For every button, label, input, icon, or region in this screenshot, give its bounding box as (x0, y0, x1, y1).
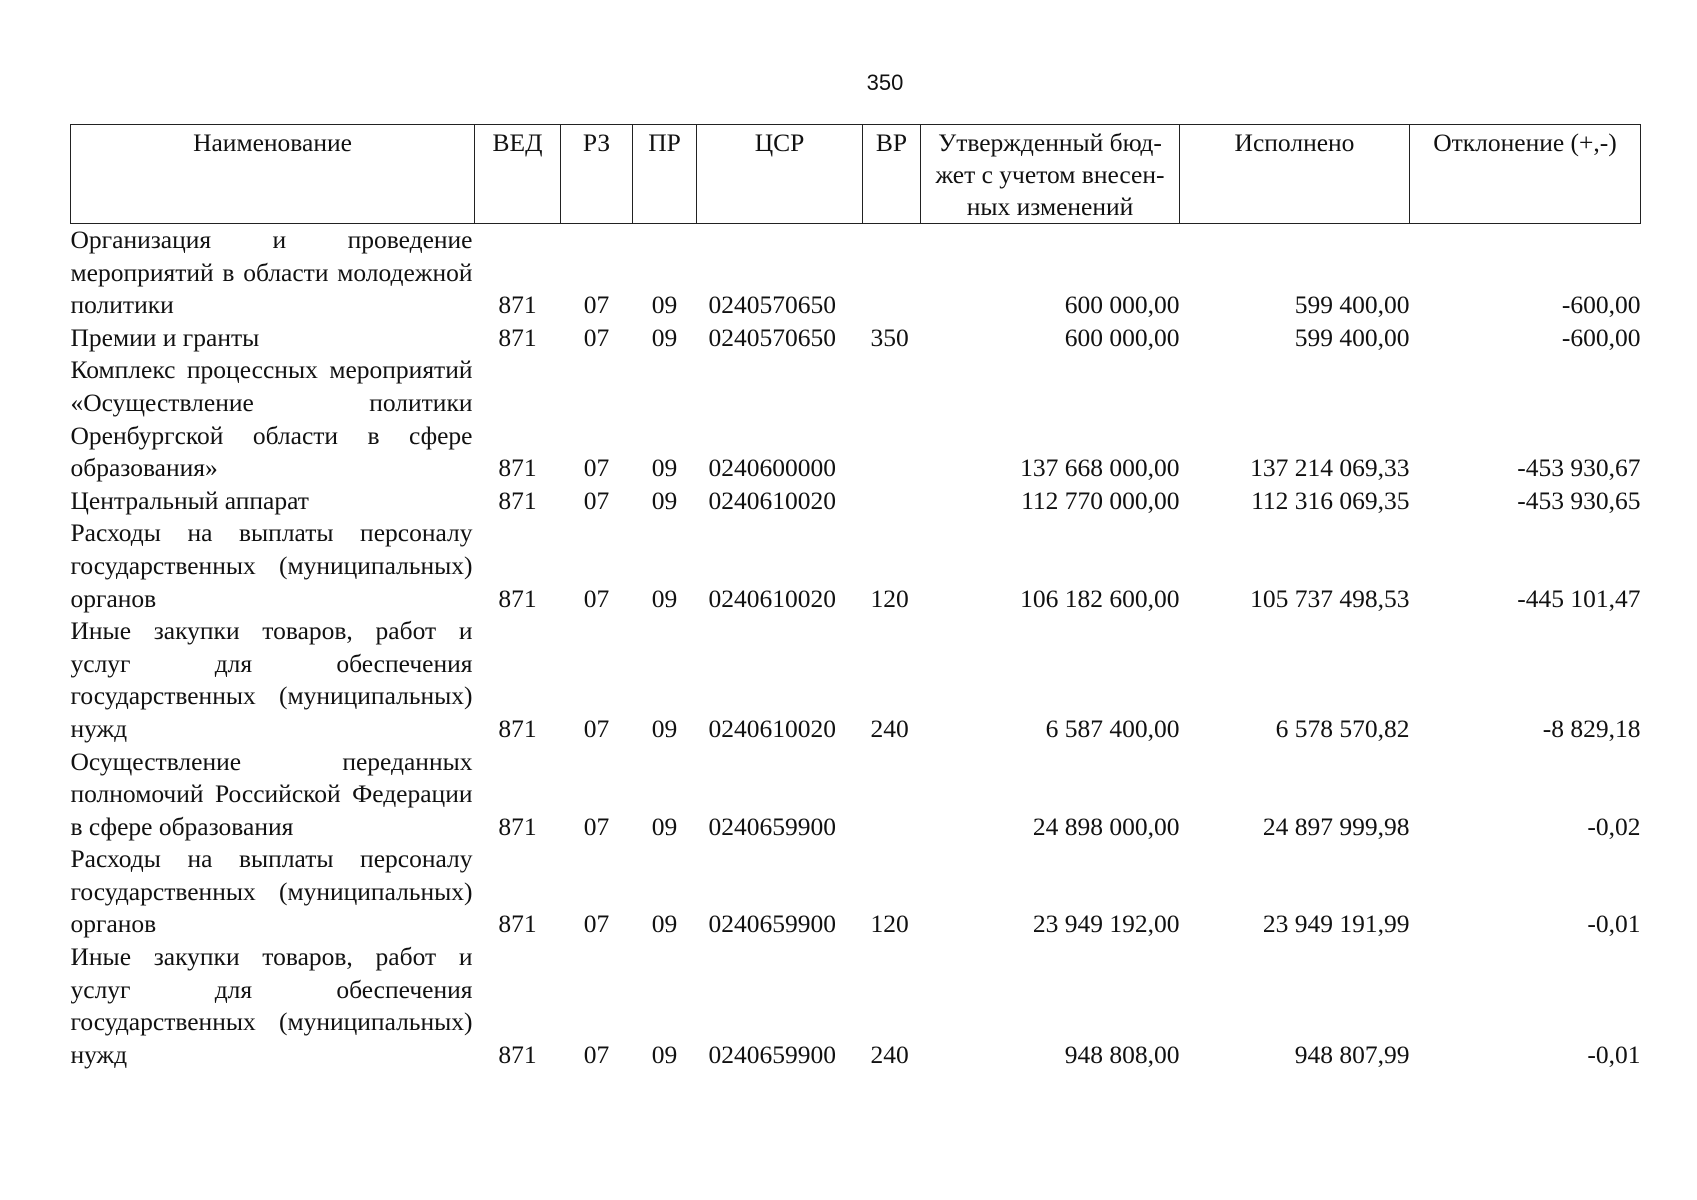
cell-rz: 07 (583, 583, 610, 613)
cell-vr (863, 354, 921, 484)
cell-executed: 24 897 999,98 (1262, 811, 1410, 841)
cell-rz: 07 (583, 322, 610, 352)
cell-deviation: -453 930,67 (1517, 453, 1641, 483)
cell-ved: 871 (498, 290, 537, 320)
header-deviation: Отклонение (+,-) (1410, 125, 1641, 224)
table-row (71, 941, 1641, 1071)
cell-vr: 240 (870, 1039, 909, 1069)
cell-csr: 0240610020 (708, 713, 836, 743)
cell-csr: 0240659900 (708, 1039, 836, 1069)
cell-rz: 07 (583, 811, 610, 841)
header-ved: ВЕД (475, 125, 561, 224)
header-vr: ВР (863, 125, 921, 224)
cell-vr: 120 (870, 583, 909, 613)
cell-name: Осуществление переданных полномочий Российской Федерации в сфере образования (70, 746, 473, 841)
cell-deviation: -600,00 (1561, 322, 1641, 352)
cell-csr: 0240659900 (708, 811, 836, 841)
cell-ved: 871 (498, 909, 537, 939)
header-name: Наименование (71, 125, 475, 224)
page-number: 350 (866, 70, 904, 95)
budget-execution-table (70, 124, 1641, 1071)
cell-approved: 106 182 600,00 (1020, 583, 1180, 613)
cell-vr (863, 224, 921, 322)
cell-pr: 09 (651, 713, 678, 743)
cell-csr: 0240570650 (708, 290, 836, 320)
cell-ved: 871 (498, 453, 537, 483)
cell-vr (863, 485, 921, 518)
cell-ved: 871 (498, 811, 537, 841)
cell-rz: 07 (583, 909, 610, 939)
cell-approved: 600 000,00 (1064, 290, 1180, 320)
cell-csr: 0240610020 (708, 583, 836, 613)
header-csr: ЦСР (697, 125, 863, 224)
cell-ved: 871 (498, 583, 537, 613)
cell-executed: 112 316 069,35 (1251, 485, 1410, 515)
cell-pr: 09 (651, 290, 678, 320)
cell-rz: 07 (583, 485, 610, 515)
cell-executed: 105 737 498,53 (1250, 583, 1410, 613)
cell-rz: 07 (583, 453, 610, 483)
cell-approved: 600 000,00 (1064, 322, 1180, 352)
table-row (71, 354, 1641, 484)
cell-ved: 871 (498, 485, 537, 515)
cell-pr: 09 (651, 1039, 678, 1069)
cell-deviation: -0,01 (1587, 909, 1641, 939)
cell-name: Иные закупки товаров, работ и услуг для обеспечения государственных (муниципальных) нужд (70, 616, 473, 743)
table-row (71, 322, 1641, 355)
cell-deviation: -453 930,65 (1517, 485, 1641, 515)
cell-executed: 23 949 191,99 (1262, 909, 1410, 939)
cell-csr: 0240610020 (708, 485, 836, 515)
cell-csr: 0240570650 (708, 322, 836, 352)
cell-approved: 948 808,00 (1064, 1039, 1180, 1069)
header-executed: Исполнено (1180, 125, 1410, 224)
cell-pr: 09 (651, 322, 678, 352)
cell-pr: 09 (651, 453, 678, 483)
cell-pr: 09 (651, 811, 678, 841)
cell-rz: 07 (583, 1039, 610, 1069)
cell-vr (863, 746, 921, 844)
cell-rz: 07 (583, 713, 610, 743)
cell-approved: 24 898 000,00 (1032, 811, 1180, 841)
cell-approved: 23 949 192,00 (1032, 909, 1180, 939)
cell-vr: 350 (870, 322, 909, 352)
cell-name: Расходы на выплаты персоналу государственных (муниципальных) органов (70, 844, 473, 939)
table-row (71, 615, 1641, 745)
cell-executed: 6 578 570,82 (1275, 713, 1410, 743)
table-row (71, 517, 1641, 615)
cell-executed: 599 400,00 (1294, 290, 1410, 320)
cell-csr: 0240600000 (708, 453, 836, 483)
header-rz: РЗ (561, 125, 633, 224)
cell-approved: 137 668 000,00 (1020, 453, 1180, 483)
cell-pr: 09 (651, 909, 678, 939)
header-pr: ПР (633, 125, 697, 224)
cell-deviation: -0,01 (1587, 1039, 1641, 1069)
table-body (71, 224, 1641, 1072)
cell-vr: 120 (870, 909, 909, 939)
cell-vr: 240 (870, 713, 909, 743)
table-row (71, 746, 1641, 844)
table-row (71, 485, 1641, 518)
header-approved-budget: Утвержденный бюд-жет с учетом внесен-ных изменений (921, 125, 1180, 224)
cell-name: Организация и проведение мероприятий в области молодежной политики (70, 225, 473, 320)
cell-csr: 0240659900 (708, 909, 836, 939)
cell-deviation: -8 829,18 (1542, 713, 1641, 743)
cell-pr: 09 (651, 485, 678, 515)
cell-name: Премии и гранты (70, 322, 260, 352)
cell-ved: 871 (498, 1039, 537, 1069)
cell-deviation: -445 101,47 (1517, 583, 1641, 613)
cell-name: Комплекс процессных мероприятий «Осуществление политики Оренбургской области в сфере образования» (70, 355, 473, 483)
cell-rz: 07 (583, 290, 610, 320)
cell-name: Расходы на выплаты персоналу государственных (муниципальных) органов (70, 518, 473, 613)
table-header (71, 125, 1641, 224)
cell-approved: 6 587 400,00 (1045, 713, 1180, 743)
table-row (71, 843, 1641, 941)
cell-ved: 871 (498, 322, 537, 352)
cell-name: Иные закупки товаров, работ и услуг для обеспечения государственных (муниципальных) нужд (70, 942, 473, 1069)
cell-ved: 871 (498, 713, 537, 743)
cell-pr: 09 (651, 583, 678, 613)
cell-deviation: -0,02 (1587, 811, 1641, 841)
cell-name: Центральный аппарат (70, 485, 309, 515)
cell-executed: 948 807,99 (1294, 1039, 1410, 1069)
cell-approved: 112 770 000,00 (1021, 485, 1180, 515)
cell-executed: 137 214 069,33 (1250, 453, 1410, 483)
cell-deviation: -600,00 (1561, 290, 1641, 320)
cell-executed: 599 400,00 (1294, 322, 1410, 352)
table-row (71, 224, 1641, 322)
